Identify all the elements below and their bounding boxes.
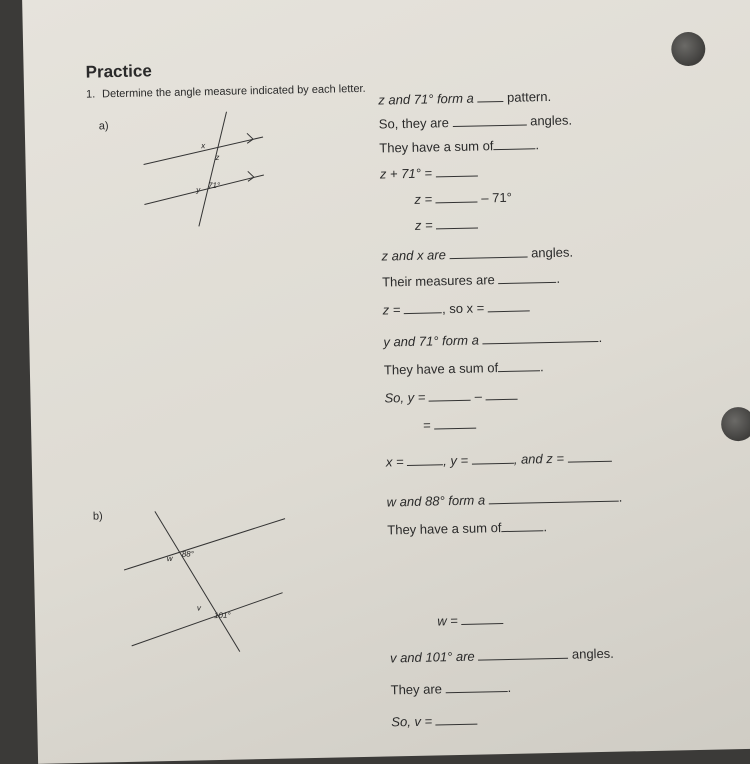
part-a-diagram: [134, 107, 276, 230]
a-line-11: They have a sum of .: [383, 359, 544, 378]
angle-88: 88°: [181, 549, 194, 559]
a-line-8: Their measures are .: [381, 270, 561, 290]
a-line-5: z = – 71°: [414, 189, 513, 207]
worksheet-page: [22, 0, 750, 764]
b-line-6: So, v =: [391, 713, 478, 730]
b-line-1: w and 88° form a .: [386, 489, 623, 510]
label-x: x: [201, 141, 206, 151]
b-line-3: w =: [437, 612, 504, 628]
b-line-2: They have a sum of .: [387, 519, 548, 538]
parallel-arrow-icon: [247, 133, 253, 143]
a-line-14: x = , y = , and z =: [386, 450, 612, 470]
a-line-13: =: [423, 417, 477, 433]
label-z: z: [215, 152, 220, 162]
part-b-label: b): [92, 510, 103, 523]
a-line-3: They have a sum of .: [379, 137, 540, 156]
binder-hole: [671, 32, 706, 67]
a-line-4: z + 71° =: [380, 164, 478, 181]
a-line-7: z and x are angles.: [381, 244, 574, 264]
question-number: 1.: [85, 88, 96, 101]
b-line-5: They are .: [390, 679, 512, 698]
a-line-9: z = , so x =: [383, 299, 531, 317]
a-line-2: So, they are angles.: [378, 112, 573, 132]
a-line-10: y and 71° form a .: [383, 329, 603, 350]
b-line-4: v and 101° are angles.: [389, 645, 614, 666]
part-a-label: a): [98, 120, 109, 133]
parallel-arrow-icon: [248, 171, 254, 181]
angle-101: 101°: [213, 610, 231, 621]
label-v: v: [196, 603, 201, 613]
label-w: w: [166, 553, 173, 564]
a-line-1: z and 71° form a pattern.: [378, 88, 552, 108]
instruction-text: Determine the angle measure indicated by each letter.: [101, 82, 366, 101]
a-line-12: So, y = –: [384, 388, 517, 406]
a-line-6: z =: [415, 216, 479, 232]
label-y: y: [196, 185, 201, 195]
binder-hole: [721, 407, 750, 442]
part-b-diagram: [119, 505, 292, 659]
angle-71: 71°: [207, 180, 221, 191]
page-title: Practice: [85, 61, 153, 82]
